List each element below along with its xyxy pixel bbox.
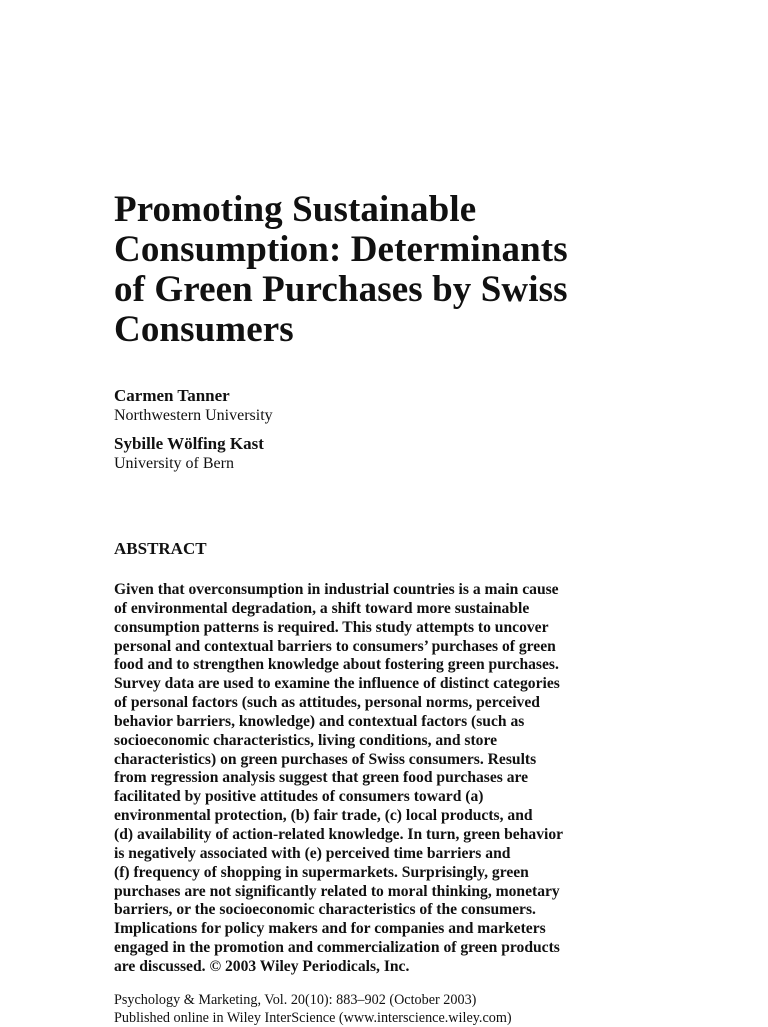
abstract-line: environmental protection, (b) fair trade, (c) local products, and bbox=[114, 807, 533, 825]
author-affiliation: Northwestern University bbox=[114, 407, 273, 424]
abstract-line: engaged in the promotion and commercialization of green products bbox=[114, 939, 560, 957]
abstract-line: barriers, or the socioeconomic characteristics of the consumers. bbox=[114, 901, 536, 919]
abstract-line: food and to strengthen knowledge about fostering green purchases. bbox=[114, 656, 559, 674]
abstract-line: of personal factors (such as attitudes, personal norms, perceived bbox=[114, 694, 540, 712]
publication-note: Published online in Wiley InterScience (www.interscience.wiley.com) bbox=[114, 1010, 512, 1026]
abstract-line: personal and contextual barriers to consumers’ purchases of green bbox=[114, 637, 556, 655]
title-line: of Green Purchases by Swiss bbox=[114, 269, 568, 310]
abstract-line: of environmental degradation, a shift toward more sustainable bbox=[114, 599, 530, 617]
author-affiliation: University of Bern bbox=[114, 455, 234, 472]
author-name: Carmen Tanner bbox=[114, 386, 230, 405]
author-entry bbox=[114, 386, 684, 425]
abstract-line: purchases are not significantly related to moral thinking, monetary bbox=[114, 882, 560, 900]
abstract-line: consumption patterns is required. This study attempts to uncover bbox=[114, 618, 549, 636]
abstract-line: Implications for policy makers and for companies and marketers bbox=[114, 920, 546, 938]
abstract-line: Survey data are used to examine the influence of distinct categories bbox=[114, 675, 560, 693]
abstract-line: Given that overconsumption in industrial countries is a main cause bbox=[114, 581, 559, 598]
citation-footer bbox=[114, 991, 512, 1027]
abstract-line: from regression analysis suggest that green food purchases are bbox=[114, 769, 529, 787]
paper-first-page bbox=[114, 190, 684, 977]
abstract-line: (d) availability of action-related knowledge. In turn, green behavior bbox=[114, 825, 564, 843]
paper-title bbox=[114, 190, 684, 350]
abstract-line: facilitated by positive attitudes of consumers toward (a) bbox=[114, 788, 484, 806]
abstract-line: (f) frequency of shopping in supermarkets. Surprisingly, green bbox=[114, 863, 529, 881]
abstract-heading: ABSTRACT bbox=[114, 539, 207, 558]
title-line: Promoting Sustainable bbox=[114, 189, 477, 230]
author-list bbox=[114, 386, 684, 473]
title-line: Consumers bbox=[114, 309, 294, 350]
abstract-line: is negatively associated with (e) perceived time barriers and bbox=[114, 844, 511, 862]
abstract-line: characteristics) on green purchases of Swiss consumers. Results bbox=[114, 750, 537, 768]
author-name: Sybille Wölfing Kast bbox=[114, 434, 264, 453]
abstract-line: behavior barriers, knowledge) and contextual factors (such as bbox=[114, 712, 525, 730]
title-line: Consumption: Determinants bbox=[114, 229, 568, 270]
author-entry bbox=[114, 434, 684, 473]
abstract-line: socioeconomic characteristics, living conditions, and store bbox=[114, 731, 498, 749]
abstract-line: are discussed. © 2003 Wiley Periodicals, Inc. bbox=[114, 957, 410, 975]
abstract-text bbox=[114, 581, 674, 977]
journal-citation: Psychology & Marketing, Vol. 20(10): 883–902 (October 2003) bbox=[114, 992, 477, 1008]
